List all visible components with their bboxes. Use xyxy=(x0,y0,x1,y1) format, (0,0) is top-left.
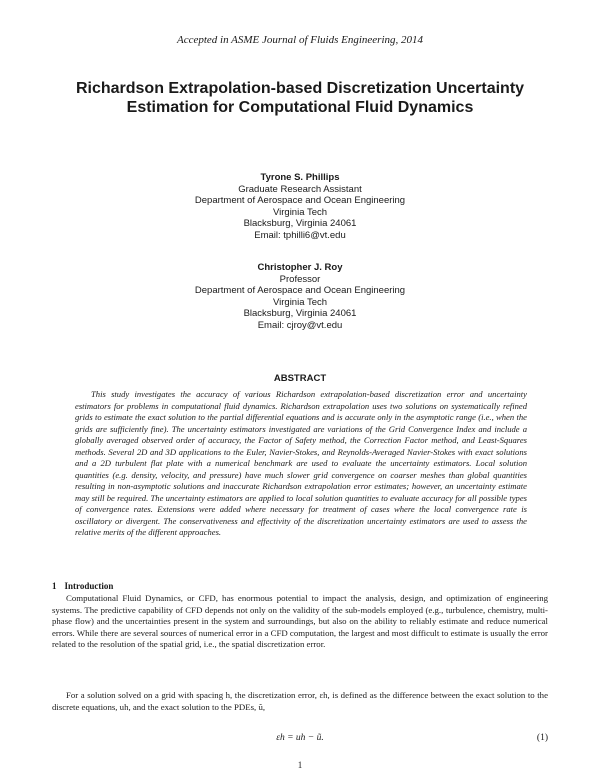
author-location: Blacksburg, Virginia 24061 xyxy=(243,218,357,230)
journal-note: Accepted in ASME Journal of Fluids Engineering, 2014 xyxy=(176,34,424,46)
abstract-heading: ABSTRACT xyxy=(273,373,327,384)
author-email: Email: cjroy@vt.edu xyxy=(257,319,343,331)
body-paragraph: Computational Fluid Dynamics, or CFD, has enormous potential to impact the analysis, design, and optimization of engineering systems. The predictive capability of CFD depends not only on the validity of the sub-models employed (e.g., turbulence, chemistry, multi-phase flow) and the uncertainties present in the system and surroundings, but also on the ability to reliably estimate and reduce numerical errors. While there are several sources of numerical error in a CFD computation, the largest and most difficult to estimate is usually the error related to the resolution of the spatial grid, i.e., the spatial discretization error. xyxy=(52,593,548,649)
author-position: Professor xyxy=(279,273,321,285)
author-block xyxy=(100,262,500,332)
author-name: Tyrone S. Phillips xyxy=(260,172,340,183)
page-number: 1 xyxy=(297,760,303,770)
author-institution: Virginia Tech xyxy=(272,206,328,218)
section-title: Introduction xyxy=(64,581,114,591)
section-number: 1 xyxy=(52,581,57,591)
paper-title: Richardson Extrapolation-based Discretization Uncertainty Estimation for Computational Fluid Dynamics xyxy=(75,80,525,116)
author-department: Department of Aerospace and Ocean Engineering xyxy=(194,285,406,297)
author-email: Email: tphilli6@vt.edu xyxy=(254,229,346,241)
section-heading xyxy=(52,581,113,591)
body-paragraph: For a solution solved on a grid with spacing h, the discretization error, εh, is defined as the difference between the exact solution to the discrete equations, uh, and the exact solution to the PDEs, ũ, xyxy=(52,690,548,712)
abstract-text: This study investigates the accuracy of various Richardson extrapolation-based discretization error and uncertainty estimators for problems in computational fluid dynamics. Richardson extrapolation uses two solutions on systematically refined grids to estimate the exact solution to the partial differential equations and is accurate only in the asymptotic range (i.e., when the grids are sufficiently fine). The uncertainty estimators investigated are variations of the Grid Convergence Index and include a globally averaged observed order of accuracy, the Factor of Safety method, the Correction Factor method, and Least-Squares methods. Several 2D and 3D applications to the Euler, Navier-Stokes, and Reynolds-Averaged Navier-Stokes with exact solutions and a 2D turbulent flat plate with a numerical benchmark are used to evaluate the uncertainty estimators. Local solution quantities (e.g. density, velocity, and pressure) have much slower grid convergence on coarser meshes than global quantities resulting in non-asymptotic solutions and inaccurate Richardson extrapolation error estimates; however, an uncertainty estimate may still be required. The uncertainty estimators are applied to local solution quantities to evaluate accuracy for all possible types of convergence rates. Extensions were added where necessary for treatment of cases where the local convergence rate is oscillatory or divergent. The conservativeness and effectivity of the discretization uncertainty estimators are used to assess the relative merits of the different approaches. xyxy=(75,389,527,537)
author-department: Department of Aerospace and Ocean Engineering xyxy=(194,195,406,207)
author-institution: Virginia Tech xyxy=(272,296,328,308)
author-position: Graduate Research Assistant xyxy=(238,183,362,195)
equation-number: (1) xyxy=(536,733,548,743)
author-block xyxy=(100,172,500,242)
author-location: Blacksburg, Virginia 24061 xyxy=(243,308,357,320)
author-name: Christopher J. Roy xyxy=(257,262,343,273)
equation: εh = uh − ũ. xyxy=(276,733,324,743)
